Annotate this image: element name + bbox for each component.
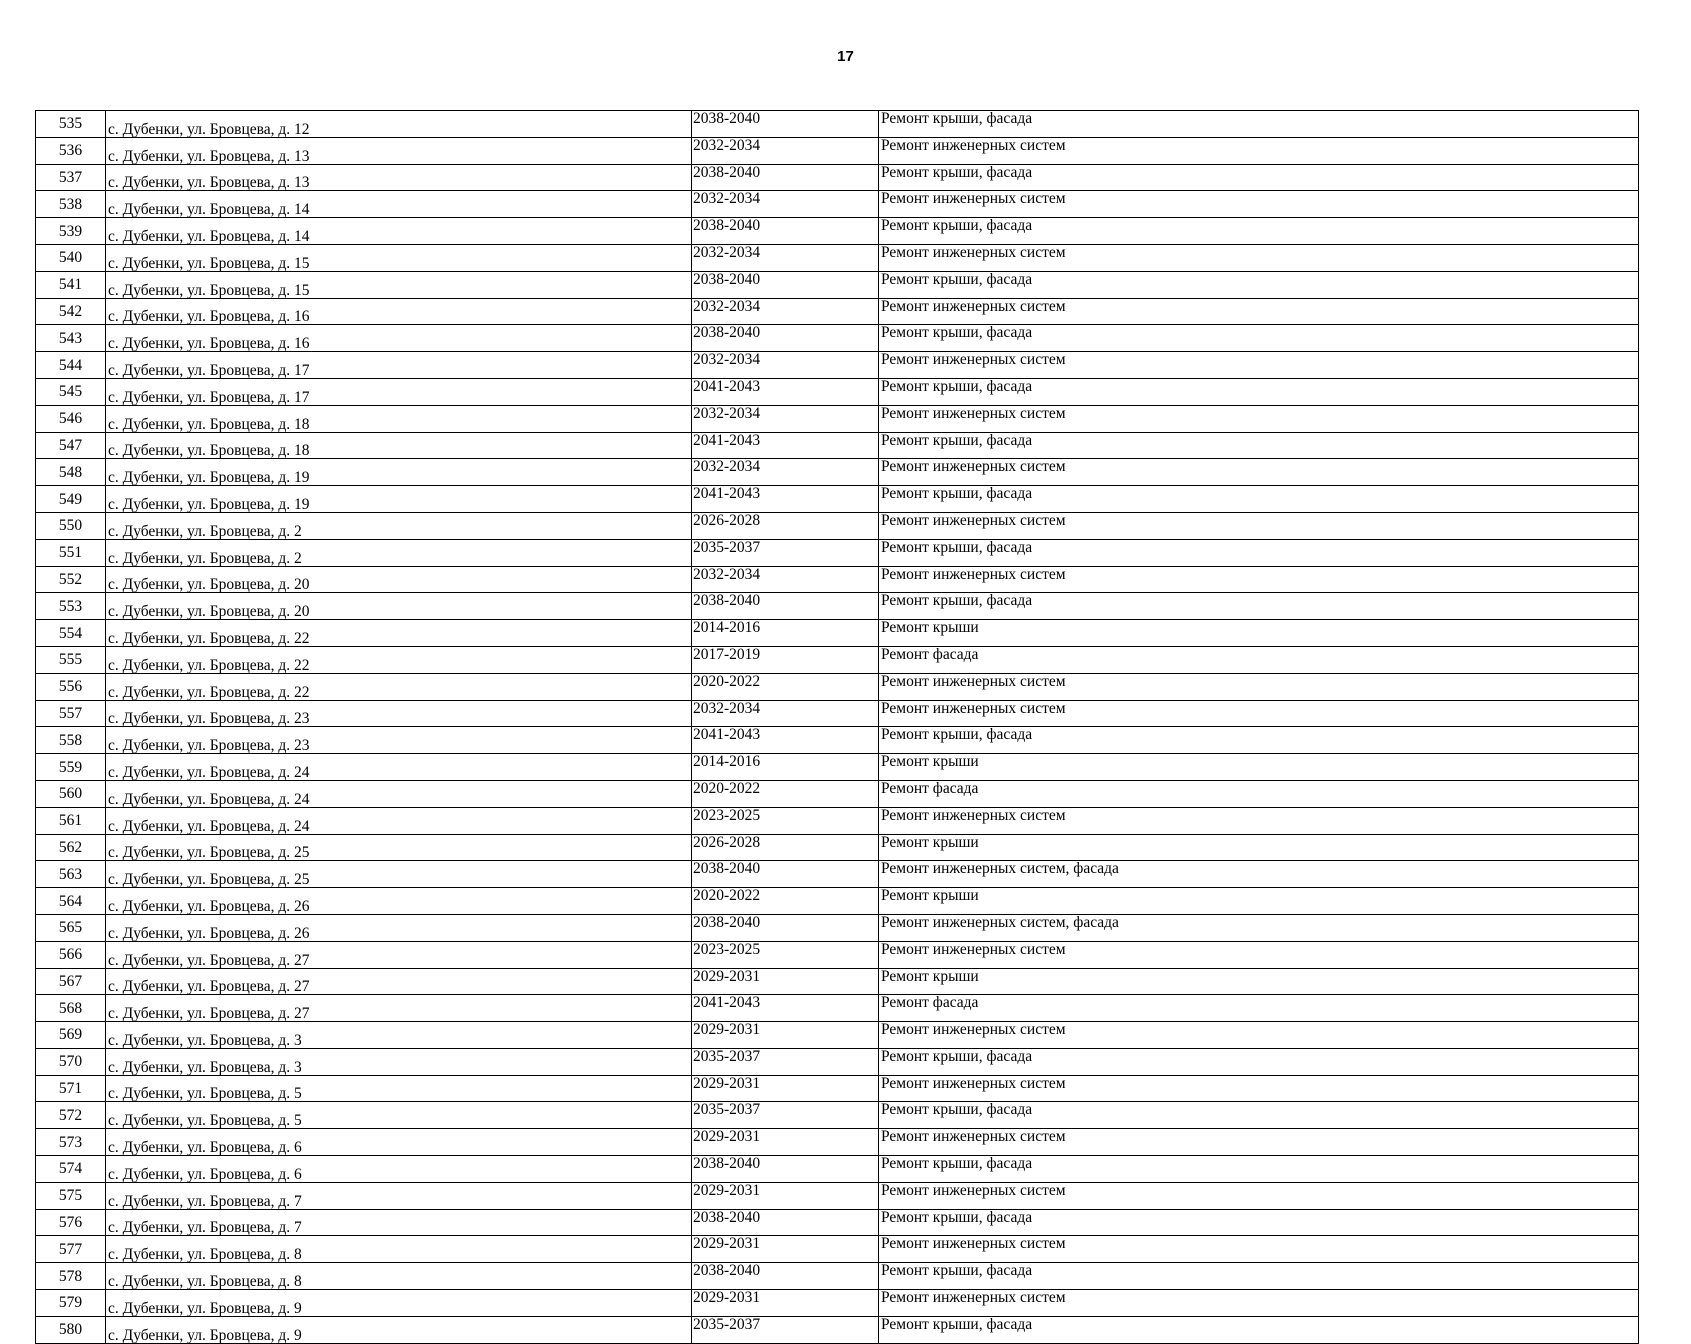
period-cell: 2032-2034	[692, 700, 879, 727]
period-cell: 2023-2025	[692, 807, 879, 834]
address-cell: с. Дубенки, ул. Бровцева, д. 19	[106, 459, 692, 486]
row-number-cell: 539	[36, 218, 106, 245]
work-type-cell: Ремонт инженерных систем	[879, 1075, 1639, 1102]
work-type-cell: Ремонт инженерных систем	[879, 807, 1639, 834]
period-cell: 2038-2040	[692, 111, 879, 138]
address-cell: с. Дубенки, ул. Бровцева, д. 15	[106, 244, 692, 271]
period-cell: 2014-2016	[692, 754, 879, 781]
address-cell: с. Дубенки, ул. Бровцева, д. 22	[106, 673, 692, 700]
work-type-cell: Ремонт крыши, фасада	[879, 378, 1639, 405]
period-cell: 2020-2022	[692, 888, 879, 915]
address-cell: с. Дубенки, ул. Бровцева, д. 18	[106, 432, 692, 459]
period-cell: 2038-2040	[692, 1263, 879, 1290]
row-number-cell: 546	[36, 405, 106, 432]
period-cell: 2020-2022	[692, 673, 879, 700]
row-number-cell: 564	[36, 888, 106, 915]
address-cell: с. Дубенки, ул. Бровцева, д. 16	[106, 325, 692, 352]
row-number-cell: 536	[36, 137, 106, 164]
work-type-cell: Ремонт крыши, фасада	[879, 539, 1639, 566]
work-type-cell: Ремонт инженерных систем	[879, 191, 1639, 218]
work-type-cell: Ремонт инженерных систем	[879, 244, 1639, 271]
table-row	[36, 888, 1639, 915]
period-cell: 2038-2040	[692, 164, 879, 191]
row-number-cell: 545	[36, 378, 106, 405]
row-number-cell: 561	[36, 807, 106, 834]
address-cell: с. Дубенки, ул. Бровцева, д. 27	[106, 995, 692, 1022]
address-cell: с. Дубенки, ул. Бровцева, д. 26	[106, 888, 692, 915]
address-cell: с. Дубенки, ул. Бровцева, д. 13	[106, 137, 692, 164]
work-type-cell: Ремонт крыши	[879, 968, 1639, 995]
period-cell: 2026-2028	[692, 512, 879, 539]
address-cell: с. Дубенки, ул. Бровцева, д. 23	[106, 700, 692, 727]
table-row	[36, 137, 1639, 164]
row-number-cell: 572	[36, 1102, 106, 1129]
table-row	[36, 807, 1639, 834]
table-row	[36, 646, 1639, 673]
period-cell: 2038-2040	[692, 1209, 879, 1236]
period-cell: 2038-2040	[692, 271, 879, 298]
row-number-cell: 548	[36, 459, 106, 486]
period-cell: 2029-2031	[692, 1182, 879, 1209]
period-cell: 2041-2043	[692, 486, 879, 513]
period-cell: 2032-2034	[692, 137, 879, 164]
table-row	[36, 1316, 1639, 1343]
work-type-cell: Ремонт инженерных систем	[879, 941, 1639, 968]
period-cell: 2041-2043	[692, 432, 879, 459]
table-row	[36, 914, 1639, 941]
row-number-cell: 571	[36, 1075, 106, 1102]
work-type-cell: Ремонт крыши, фасада	[879, 1263, 1639, 1290]
period-cell: 2029-2031	[692, 968, 879, 995]
work-type-cell: Ремонт крыши, фасада	[879, 218, 1639, 245]
row-number-cell: 547	[36, 432, 106, 459]
period-cell: 2035-2037	[692, 1048, 879, 1075]
address-cell: с. Дубенки, ул. Бровцева, д. 24	[106, 807, 692, 834]
work-type-cell: Ремонт крыши, фасада	[879, 1209, 1639, 1236]
work-type-cell: Ремонт крыши, фасада	[879, 1102, 1639, 1129]
table-row	[36, 620, 1639, 647]
work-type-cell: Ремонт инженерных систем	[879, 459, 1639, 486]
period-cell: 2038-2040	[692, 218, 879, 245]
address-cell: с. Дубенки, ул. Бровцева, д. 3	[106, 1022, 692, 1049]
table-row	[36, 111, 1639, 138]
address-cell: с. Дубенки, ул. Бровцева, д. 25	[106, 861, 692, 888]
table-row	[36, 325, 1639, 352]
row-number-cell: 569	[36, 1022, 106, 1049]
row-number-cell: 557	[36, 700, 106, 727]
work-type-cell: Ремонт крыши, фасада	[879, 432, 1639, 459]
address-cell: с. Дубенки, ул. Бровцева, д. 27	[106, 941, 692, 968]
row-number-cell: 540	[36, 244, 106, 271]
table-row	[36, 1182, 1639, 1209]
row-number-cell: 579	[36, 1290, 106, 1317]
period-cell: 2032-2034	[692, 244, 879, 271]
table-row	[36, 968, 1639, 995]
work-type-cell: Ремонт крыши, фасада	[879, 271, 1639, 298]
table-row	[36, 539, 1639, 566]
address-cell: с. Дубенки, ул. Бровцева, д. 5	[106, 1102, 692, 1129]
period-cell: 2035-2037	[692, 1102, 879, 1129]
period-cell: 2038-2040	[692, 914, 879, 941]
table-row	[36, 244, 1639, 271]
period-cell: 2035-2037	[692, 1316, 879, 1343]
row-number-cell: 578	[36, 1263, 106, 1290]
address-cell: с. Дубенки, ул. Бровцева, д. 2	[106, 539, 692, 566]
work-type-cell: Ремонт инженерных систем, фасада	[879, 861, 1639, 888]
period-cell: 2023-2025	[692, 941, 879, 968]
address-cell: с. Дубенки, ул. Бровцева, д. 13	[106, 164, 692, 191]
table-row	[36, 861, 1639, 888]
address-cell: с. Дубенки, ул. Бровцева, д. 6	[106, 1129, 692, 1156]
period-cell: 2014-2016	[692, 620, 879, 647]
address-cell: с. Дубенки, ул. Бровцева, д. 6	[106, 1156, 692, 1183]
table-row	[36, 352, 1639, 379]
work-type-cell: Ремонт инженерных систем	[879, 673, 1639, 700]
table-row	[36, 780, 1639, 807]
period-cell: 2029-2031	[692, 1236, 879, 1263]
work-type-cell: Ремонт крыши	[879, 754, 1639, 781]
address-cell: с. Дубенки, ул. Бровцева, д. 22	[106, 620, 692, 647]
work-type-cell: Ремонт инженерных систем	[879, 566, 1639, 593]
row-number-cell: 565	[36, 914, 106, 941]
row-number-cell: 544	[36, 352, 106, 379]
work-type-cell: Ремонт инженерных систем	[879, 1236, 1639, 1263]
address-cell: с. Дубенки, ул. Бровцева, д. 26	[106, 914, 692, 941]
address-cell: с. Дубенки, ул. Бровцева, д. 9	[106, 1316, 692, 1343]
row-number-cell: 560	[36, 780, 106, 807]
table-row	[36, 1048, 1639, 1075]
row-number-cell: 550	[36, 512, 106, 539]
address-cell: с. Дубенки, ул. Бровцева, д. 27	[106, 968, 692, 995]
table-row	[36, 378, 1639, 405]
period-cell: 2038-2040	[692, 861, 879, 888]
table-row	[36, 432, 1639, 459]
work-type-cell: Ремонт крыши, фасада	[879, 1156, 1639, 1183]
row-number-cell: 562	[36, 834, 106, 861]
table-row	[36, 1102, 1639, 1129]
table-row	[36, 512, 1639, 539]
period-cell: 2032-2034	[692, 298, 879, 325]
period-cell: 2041-2043	[692, 995, 879, 1022]
period-cell: 2038-2040	[692, 593, 879, 620]
work-type-cell: Ремонт инженерных систем	[879, 1182, 1639, 1209]
work-type-cell: Ремонт инженерных систем	[879, 298, 1639, 325]
row-number-cell: 549	[36, 486, 106, 513]
period-cell: 2029-2031	[692, 1290, 879, 1317]
work-type-cell: Ремонт крыши, фасада	[879, 1048, 1639, 1075]
period-cell: 2032-2034	[692, 459, 879, 486]
row-number-cell: 537	[36, 164, 106, 191]
row-number-cell: 576	[36, 1209, 106, 1236]
table-row	[36, 298, 1639, 325]
table-row	[36, 405, 1639, 432]
table-row	[36, 1022, 1639, 1049]
work-type-cell: Ремонт крыши	[879, 620, 1639, 647]
address-cell: с. Дубенки, ул. Бровцева, д. 9	[106, 1290, 692, 1317]
work-type-cell: Ремонт крыши, фасада	[879, 1316, 1639, 1343]
work-type-cell: Ремонт крыши, фасада	[879, 727, 1639, 754]
table-row	[36, 191, 1639, 218]
row-number-cell: 552	[36, 566, 106, 593]
table-row	[36, 941, 1639, 968]
address-cell: с. Дубенки, ул. Бровцева, д. 7	[106, 1182, 692, 1209]
address-cell: с. Дубенки, ул. Бровцева, д. 2	[106, 512, 692, 539]
work-type-cell: Ремонт крыши, фасада	[879, 111, 1639, 138]
row-number-cell: 558	[36, 727, 106, 754]
row-number-cell: 555	[36, 646, 106, 673]
work-type-cell: Ремонт инженерных систем	[879, 137, 1639, 164]
table-row	[36, 164, 1639, 191]
table-row	[36, 1290, 1639, 1317]
work-type-cell: Ремонт крыши	[879, 888, 1639, 915]
row-number-cell: 541	[36, 271, 106, 298]
address-cell: с. Дубенки, ул. Бровцева, д. 17	[106, 378, 692, 405]
period-cell: 2029-2031	[692, 1022, 879, 1049]
period-cell: 2032-2034	[692, 352, 879, 379]
row-number-cell: 553	[36, 593, 106, 620]
period-cell: 2038-2040	[692, 1156, 879, 1183]
table-row	[36, 673, 1639, 700]
address-cell: с. Дубенки, ул. Бровцева, д. 15	[106, 271, 692, 298]
row-number-cell: 543	[36, 325, 106, 352]
table-row	[36, 1209, 1639, 1236]
row-number-cell: 577	[36, 1236, 106, 1263]
period-cell: 2032-2034	[692, 405, 879, 432]
table-row	[36, 593, 1639, 620]
period-cell: 2038-2040	[692, 325, 879, 352]
work-type-cell: Ремонт инженерных систем	[879, 1129, 1639, 1156]
table-row	[36, 218, 1639, 245]
table-row	[36, 271, 1639, 298]
work-type-cell: Ремонт фасада	[879, 780, 1639, 807]
row-number-cell: 573	[36, 1129, 106, 1156]
row-number-cell: 554	[36, 620, 106, 647]
period-cell: 2020-2022	[692, 780, 879, 807]
period-cell: 2032-2034	[692, 566, 879, 593]
period-cell: 2026-2028	[692, 834, 879, 861]
table-row	[36, 566, 1639, 593]
address-cell: с. Дубенки, ул. Бровцева, д. 19	[106, 486, 692, 513]
row-number-cell: 559	[36, 754, 106, 781]
address-cell: с. Дубенки, ул. Бровцева, д. 14	[106, 191, 692, 218]
work-type-cell: Ремонт крыши, фасада	[879, 325, 1639, 352]
address-cell: с. Дубенки, ул. Бровцева, д. 24	[106, 780, 692, 807]
address-cell: с. Дубенки, ул. Бровцева, д. 18	[106, 405, 692, 432]
row-number-cell: 542	[36, 298, 106, 325]
address-cell: с. Дубенки, ул. Бровцева, д. 8	[106, 1263, 692, 1290]
row-number-cell: 563	[36, 861, 106, 888]
period-cell: 2041-2043	[692, 727, 879, 754]
work-type-cell: Ремонт крыши, фасада	[879, 593, 1639, 620]
work-type-cell: Ремонт инженерных систем	[879, 512, 1639, 539]
table-row	[36, 1075, 1639, 1102]
period-cell: 2017-2019	[692, 646, 879, 673]
work-type-cell: Ремонт крыши, фасада	[879, 486, 1639, 513]
row-number-cell: 568	[36, 995, 106, 1022]
row-number-cell: 570	[36, 1048, 106, 1075]
address-cell: с. Дубенки, ул. Бровцева, д. 12	[106, 111, 692, 138]
table-row	[36, 727, 1639, 754]
address-cell: с. Дубенки, ул. Бровцева, д. 3	[106, 1048, 692, 1075]
address-cell: с. Дубенки, ул. Бровцева, д. 7	[106, 1209, 692, 1236]
row-number-cell: 535	[36, 111, 106, 138]
table-row	[36, 1263, 1639, 1290]
table-row	[36, 834, 1639, 861]
address-cell: с. Дубенки, ул. Бровцева, д. 23	[106, 727, 692, 754]
address-cell: с. Дубенки, ул. Бровцева, д. 14	[106, 218, 692, 245]
row-number-cell: 575	[36, 1182, 106, 1209]
table-row	[36, 754, 1639, 781]
table-row	[36, 1129, 1639, 1156]
work-type-cell: Ремонт инженерных систем	[879, 352, 1639, 379]
period-cell: 2035-2037	[692, 539, 879, 566]
work-type-cell: Ремонт инженерных систем, фасада	[879, 914, 1639, 941]
repair-schedule-table-wrapper	[35, 110, 1638, 1344]
table-row	[36, 1156, 1639, 1183]
row-number-cell: 556	[36, 673, 106, 700]
address-cell: с. Дубенки, ул. Бровцева, д. 25	[106, 834, 692, 861]
table-row	[36, 459, 1639, 486]
work-type-cell: Ремонт фасада	[879, 995, 1639, 1022]
table-body	[36, 111, 1639, 1344]
address-cell: с. Дубенки, ул. Бровцева, д. 20	[106, 566, 692, 593]
row-number-cell: 538	[36, 191, 106, 218]
period-cell: 2041-2043	[692, 378, 879, 405]
work-type-cell: Ремонт крыши, фасада	[879, 164, 1639, 191]
work-type-cell: Ремонт крыши	[879, 834, 1639, 861]
row-number-cell: 566	[36, 941, 106, 968]
address-cell: с. Дубенки, ул. Бровцева, д. 8	[106, 1236, 692, 1263]
period-cell: 2032-2034	[692, 191, 879, 218]
address-cell: с. Дубенки, ул. Бровцева, д. 16	[106, 298, 692, 325]
period-cell: 2029-2031	[692, 1075, 879, 1102]
period-cell: 2029-2031	[692, 1129, 879, 1156]
work-type-cell: Ремонт инженерных систем	[879, 700, 1639, 727]
address-cell: с. Дубенки, ул. Бровцева, д. 22	[106, 646, 692, 673]
address-cell: с. Дубенки, ул. Бровцева, д. 24	[106, 754, 692, 781]
table-row	[36, 995, 1639, 1022]
table-row	[36, 700, 1639, 727]
row-number-cell: 574	[36, 1156, 106, 1183]
table-row	[36, 486, 1639, 513]
row-number-cell: 567	[36, 968, 106, 995]
repair-schedule-table	[35, 110, 1639, 1344]
page-number: 17	[837, 48, 854, 65]
work-type-cell: Ремонт инженерных систем	[879, 405, 1639, 432]
work-type-cell: Ремонт фасада	[879, 646, 1639, 673]
table-row	[36, 1236, 1639, 1263]
work-type-cell: Ремонт инженерных систем	[879, 1022, 1639, 1049]
row-number-cell: 580	[36, 1316, 106, 1343]
row-number-cell: 551	[36, 539, 106, 566]
address-cell: с. Дубенки, ул. Бровцева, д. 5	[106, 1075, 692, 1102]
address-cell: с. Дубенки, ул. Бровцева, д. 20	[106, 593, 692, 620]
work-type-cell: Ремонт инженерных систем	[879, 1290, 1639, 1317]
address-cell: с. Дубенки, ул. Бровцева, д. 17	[106, 352, 692, 379]
